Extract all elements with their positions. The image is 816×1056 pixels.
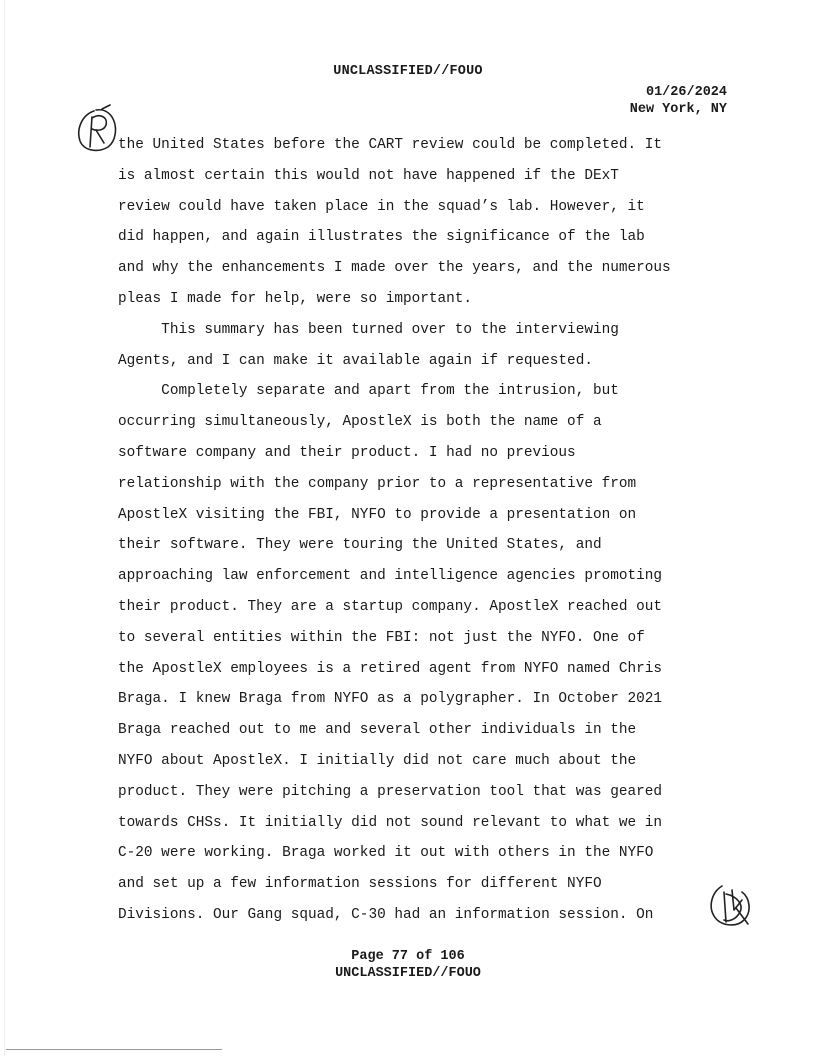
page-number: Page 77 of 106 [351,949,465,964]
document-date: 01/26/2024 [645,85,727,100]
text-line: Divisions. Our Gang squad, C-30 had an information session. On [118,906,654,923]
text-line: pleas I made for help, were so important. [118,290,473,307]
text-line: occurring simultaneously, ApostleX is both the name of a [118,414,602,431]
text-line: Braga. I knew Braga from NYFO as a polygrapher. In October 2021 [118,691,663,708]
scan-edge [4,0,5,1056]
text-line: NYFO about ApostleX. I initially did not care much about the [118,752,637,769]
text-line: towards CHSs. It initially did not sound relevant to what we in [118,814,663,831]
document-location: New York, NY [629,102,727,117]
text-line: Agents, and I can make it available again if requested. [118,352,593,369]
text-line: and why the enhancements I made over the years, and the numerous [118,260,671,277]
text-line: their software. They were touring the United States, and [118,537,602,554]
text-line: This summary has been turned over to the interviewing [118,321,619,338]
text-line: the ApostleX employees is a retired agent from NYFO named Chris [118,660,663,677]
scan-artifact-line [6,1049,222,1050]
text-line: did happen, and again illustrates the significance of the lab [118,229,645,246]
text-line: review could have taken place in the squad’s lab. However, it [118,198,645,215]
text-line: product. They were pitching a preservation tool that was geared [118,783,663,800]
text-line: and set up a few information sessions for different NYFO [118,876,602,893]
text-line: their product. They are a startup company. ApostleX reached out [118,598,663,615]
text-line: ApostleX visiting the FBI, NYFO to provide a presentation on [118,506,637,523]
text-line: software company and their product. I had no previous [118,444,576,461]
text-line: Braga reached out to me and several other individuals in the [118,722,637,739]
text-line: to several entities within the FBI: not just the NYFO. One of [118,629,645,646]
handwritten-initials-bottom [706,880,754,930]
date-location-block [630,84,727,118]
text-line: relationship with the company prior to a representative from [118,475,637,492]
header-classification: UNCLASSIFIED//FOUO [333,64,483,79]
text-line: is almost certain this would not have happened if the DExT [118,167,619,184]
text-line: C-20 were working. Braga worked it out with others in the NYFO [118,845,654,862]
text-line: approaching law enforcement and intelligence agencies promoting [118,568,663,585]
handwritten-initials-top [74,103,122,157]
footer-classification: UNCLASSIFIED//FOUO [335,966,481,981]
body-text [118,130,718,931]
page-footer [0,948,816,982]
text-line: the United States before the CART review could be completed. It [118,137,663,153]
text-line: Completely separate and apart from the intrusion, but [118,383,619,400]
